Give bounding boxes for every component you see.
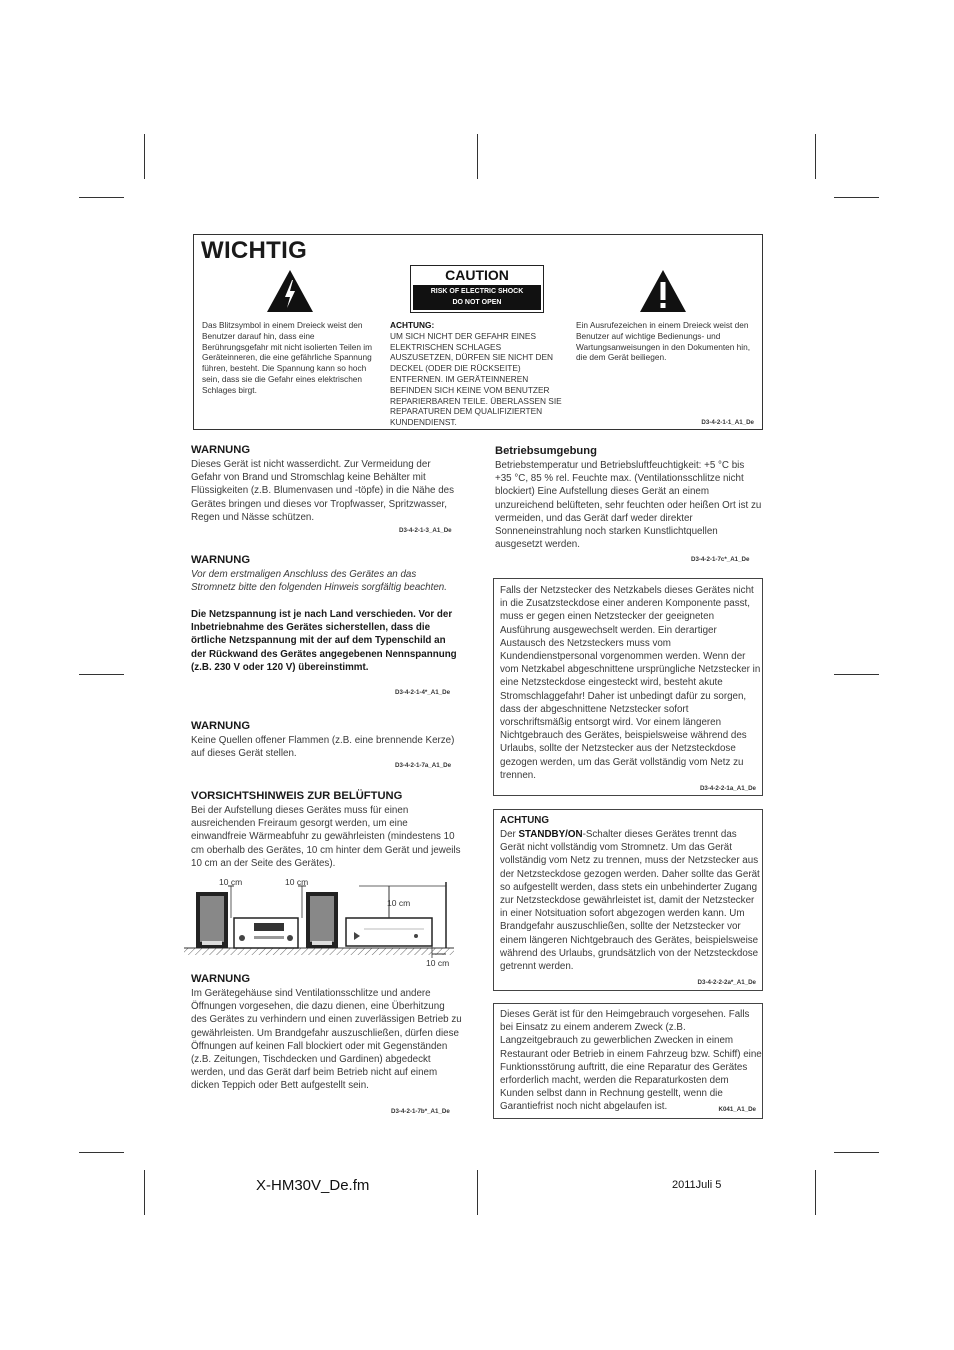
warning-voltage-text: Die Netzspannung ist je nach Land verschieden. Vor der Inbetriebnahme des Gerätes sicherstellen, dass die örtliche Netzspannung mit der auf dem Typenschild an der Rückwand des Gerätes angegebenen Nennspannung (z.B. 230 V oder 120 V) übereinstimmt. [191, 609, 457, 673]
caution-label [410, 265, 544, 313]
operating-environment-text: Betriebstemperatur und Betriebsluftfeuchtigkeit: +5 °C bis +35 °C, 85 % rel. Feuchte max. (Ventilationsschlitze nicht blockiert) Eine Aufstellung dieses Gerät an einem unzureichend belüfteten, sehr feuchten oder heißen Ort ist zu vermeiden, und das Gerät darf weder direkter Sonneneinstrahlung noch starken Kunstlichtquellen ausgesetzt werden. [495, 460, 762, 551]
standby-notice-box [493, 809, 763, 991]
crop-mark [144, 134, 145, 179]
crop-mark [834, 197, 879, 198]
doc-code: D3-4-2-1-7a_A1_De [395, 762, 452, 769]
lightning-description: Das Blitzsymbol in einem Dreieck weist den Benutzer darauf hin, dass eine Berührungsgefahr mit nicht isolierten Teilen im Geräteinneren, die eine gefährliche Spannung führen, besteht. Die Spannung kann so hoch sein, dass sie die Gefahr eines elektrischen Schlages birgt. [202, 320, 373, 395]
doc-code: D3-4-2-1-1_A1_De [701, 419, 754, 426]
crop-mark [815, 134, 816, 179]
crop-mark [477, 134, 478, 179]
ventilation-text: Bei der Aufstellung dieses Gerätes muss für einen ausreichenden Freiraum gesorgt werden, um eine einwandfreie Wärmeabfuhr zu gewährleisten (mindestens 10 cm oberhalb des Gerätes, 10 cm hinter dem Gerät und jeweils 10 cm an der Seite des Gerätes). [191, 805, 461, 869]
home-use-notice-box [493, 1003, 763, 1119]
plug-notice-text: Falls der Netzstecker des Netzkabels dieses Gerätes nicht in die Zusatzsteckdose einer anderen Komponente passt, muss er gegen einen Netzstecker der geeigneten Ausführung ausgewechselt werden. Ein derartiger Austausch des Netzsteckers muss vom Kundendienstpersonal vorgenommen werden. Wenn der vom Netzkabel abgeschnittene ursprüngliche Netzstecker in eine Netzsteckdose eingesteckt wird, besteht akute Stromschlaggefahr! Daher ist unbedingt dafür zu sorgen, dass der abgeschnittene Netzstecker sofort vorschriftsmäßig entsorgt wird. Vor einem längeren Nichtgebrauch des Gerätes, beispielsweise während des Urlaubs, sollte der Netzstecker aus der Netzsteckdose gezogen werden, um das Gerät vollständig vom Netz zu trennen. [500, 585, 761, 781]
clearance-label: 10 cm [285, 877, 309, 887]
footer-filename: X-HM30V_De.fm [256, 1177, 370, 1194]
doc-code: K041_A1_De [718, 1106, 756, 1113]
ventilation-heading: VORSICHTSHINWEIS ZUR BELÜFTUNG [191, 790, 403, 802]
warning-heading: WARNUNG [191, 444, 251, 456]
standby-notice-pre: Der [500, 829, 519, 840]
crop-mark [144, 1170, 145, 1215]
crop-mark [79, 674, 124, 675]
standby-notice-title: ACHTUNG [500, 815, 549, 826]
standby-notice-text [500, 828, 762, 973]
page-title: WICHTIG [201, 237, 308, 264]
home-use-notice-text: Dieses Gerät ist für den Heimgebrauch vorgesehen. Falls bei Einsatz zu einem anderem Zweck (z.B. Langzeitgebrauch zu gewerblichen Zwecken in einem Restaurant oder Betrieb in einem Fahrzeug bzw. Schiff) eine Funktionsstörung auftritt, die eine Reparatur des Gerätes erforderlich macht, werden die Reparaturkosten dem Kunden selbst dann in Rechnung gestellt, wenn die Garantiefrist noch nicht abgelaufen ist. [500, 1009, 762, 1113]
warning-intro: Vor dem erstmaligen Anschluss des Gerätes an das Stromnetz bitte den folgenden Hinweis sorgfältig beachten. [191, 569, 447, 594]
footer-date: 2011Juli 5 [672, 1179, 722, 1191]
standby-switch-name: STANDBY/ON [518, 829, 583, 840]
caution-description-text: UM SICH NICHT DER GEFAHR EINES ELEKTRISCHEN SCHLAGES AUSZUSETZEN, DÜRFEN SIE NICHT DEN DECKEL (ODER DIE RÜCKSEITE) ENTFERNEN. IM GERÄTEINNEREN BEFINDEN SICH KEINE VOM BENUTZER REPARIERBAREN TEILE. ÜBERLASSEN SIE REPARATUREN DEM QUALIFIZIERTEN KUNDENDIENST. [390, 330, 562, 428]
warning-text: Dieses Gerät ist nicht wasserdicht. Zur Vermeidung der Gefahr von Brand und Stromschlag keine Behälter mit Flüssigkeiten (z.B. Blumenvasen und -töpfe) in die Nähe des Gerätes bringen und dieses vor Tropfwasser, Spritzwasser, Regen und Nässe schützen. [191, 459, 455, 523]
ventilation-diagram [184, 874, 464, 970]
clearance-label: 10 cm [219, 877, 243, 887]
exclamation-warning-icon [639, 269, 687, 313]
warning-text: Keine Quellen offener Flammen (z.B. eine brennende Kerze) auf dieses Gerät stellen. [191, 735, 455, 760]
doc-code: D3-4-2-1-7b*_A1_De [391, 1108, 450, 1115]
exclamation-description: Ein Ausrufezeichen in einem Dreieck weist den Benutzer auf wichtige Bedienungs- und Wartungsanweisungen in den Dokumenten hin, die dem Gerät beiliegen. [576, 320, 751, 363]
standby-notice-rest: -Schalter dieses Gerätes trennt das Gerät nicht vollständig vom Stromnetz. Um das Gerät vollständig vom Netz zu trennen, muss der Netzstecker aus der Netzsteckdose gezogen werden. Daher sollte das Gerät so aufgestellt werden, dass stets ein unbehinderter Zugang zur Netzsteckdose gewährleistet ist, damit der Netzstecker in einer Notsituation sofort abgezogen werden kann. Um Brandgefahr auszuschließen, sollte der Netzstecker vor einem längeren Nichtgebrauch des Gerätes, beispielsweise während des Urlaubs, grundsätzlich von der Netzsteckdose getrennt werden. [500, 829, 760, 973]
crop-mark [79, 197, 124, 198]
caution-description-title: ACHTUNG: [390, 320, 435, 330]
warning-heading: WARNUNG [191, 554, 251, 566]
doc-code: D3-4-2-2-2a*_A1_De [697, 979, 756, 986]
wichtig-box [193, 234, 763, 430]
caution-band-line: RISK OF ELECTRIC SHOCK [430, 288, 524, 295]
crop-mark [834, 1152, 879, 1153]
caution-band [413, 285, 541, 310]
plug-notice-box [493, 578, 763, 796]
ventilation-illustration [184, 874, 464, 970]
crop-mark [834, 674, 879, 675]
operating-environment-heading: Betriebsumgebung [495, 445, 597, 457]
caution-title: CAUTION [445, 267, 509, 283]
warning-heading: WARNUNG [191, 720, 251, 732]
doc-code: D3-4-2-1-3_A1_De [399, 527, 452, 534]
doc-code: D3-4-2-1-4*_A1_De [395, 689, 451, 696]
doc-code: D3-4-2-1-7c*_A1_De [691, 556, 750, 563]
crop-mark [79, 1152, 124, 1153]
clearance-label: 10 cm [426, 958, 450, 968]
clearance-label: 10 cm [387, 898, 411, 908]
caution-description [390, 320, 566, 428]
lightning-warning-icon [266, 269, 314, 313]
crop-mark [815, 1170, 816, 1215]
warning-heading: WARNUNG [191, 973, 251, 985]
caution-band-line: DO NOT OPEN [452, 299, 502, 306]
warning-text: Im Gerätegehäuse sind Ventilationsschlitze und andere Öffnungen vorgesehen, die dazu dienen, eine Überhitzung des Gerätes zu verhindern und einen zuverlässigen Betrieb zu gewährleisten. Um Brandgefahr auszuschließen, dürfen diese Öffnungen auf keinen Fall blockiert oder mit Gegenständen (z.B. Zeitungen, Tischdecken und Gardinen) abgedeckt werden, und das Gerät darf beim Betrieb nicht auf einem dicken Teppich oder Bett aufgestellt sein. [191, 988, 462, 1092]
crop-mark [477, 1170, 478, 1215]
doc-code: D3-4-2-2-1a_A1_De [699, 785, 756, 792]
